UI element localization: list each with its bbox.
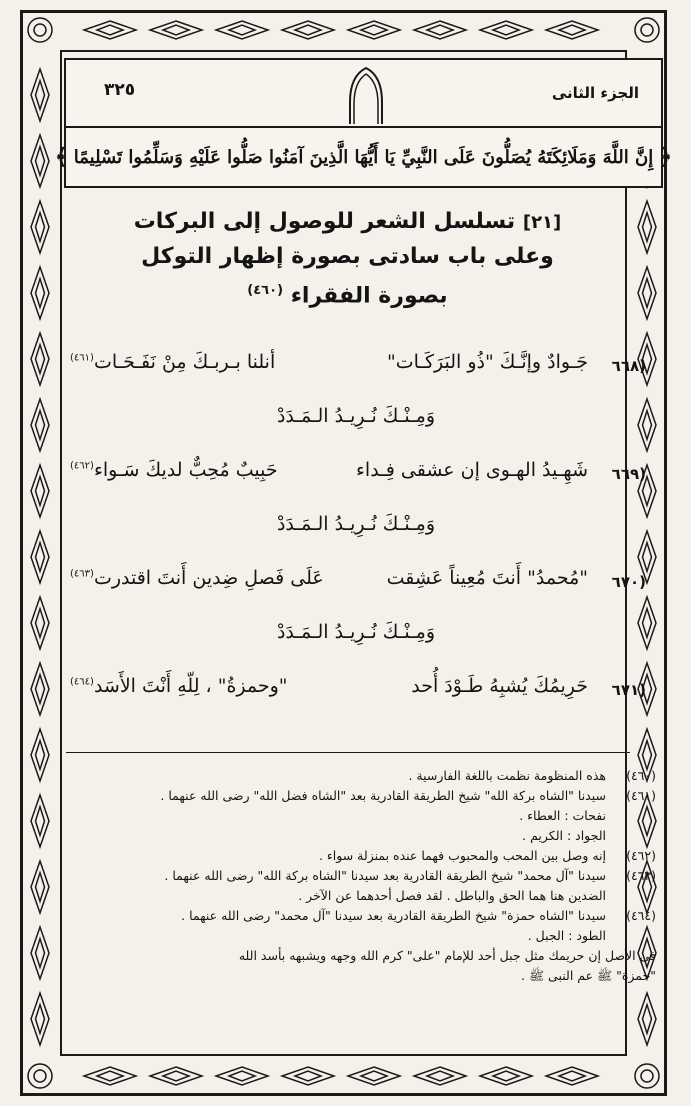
side-ornament-left [31, 597, 49, 649]
page-number: ٣٢٥ [104, 80, 136, 100]
top-ornament-inner [97, 25, 123, 35]
bottom-ornament [282, 1067, 334, 1085]
footnote-text: سيدنا "الشاه حمزة" شيخ الطريقة القادرية بعد سيدنا "آل محمد" رضى الله عنهما . [181, 908, 606, 923]
top-ornament [546, 21, 598, 39]
side-ornament-left [31, 993, 49, 1045]
corner-ornament [28, 18, 52, 42]
side-ornament-left [31, 399, 49, 451]
side-ornament-right-inner [643, 279, 652, 308]
verse-670 [66, 561, 646, 613]
footnote-464-line3 [68, 946, 656, 966]
title-line-3 [70, 274, 625, 313]
footnote-461 [68, 786, 656, 806]
verse-hemistich-first: شَهِـيدُ الهـوى إن عشقى فِـداء [356, 459, 588, 481]
side-ornament-right-inner [643, 213, 652, 242]
hemistich-text: حَبِيبٌ مُحِبٌّ لديكَ سَـواء [93, 459, 278, 481]
side-ornament-left [31, 135, 49, 187]
side-ornament-left [31, 465, 49, 517]
side-ornament-left [31, 201, 49, 253]
side-ornament-left-inner [36, 873, 45, 902]
refrain [66, 397, 646, 453]
corner-ornament [635, 18, 659, 42]
top-ornament-inner [493, 25, 519, 35]
side-ornament-left-inner [36, 279, 45, 308]
bottom-ornament-inner [229, 1071, 255, 1081]
footnotes [68, 766, 656, 986]
bottom-ornament-inner [427, 1071, 453, 1081]
footnote-separator [66, 752, 630, 753]
top-ornament-inner [361, 25, 387, 35]
title-line-2: وعلى باب سادتى بصورة إظهار التوكل [141, 244, 554, 269]
refrain [66, 613, 646, 669]
footnote-463 [68, 866, 656, 886]
footnote-460 [68, 766, 656, 786]
verse-hemistich-second [70, 675, 288, 697]
footnote-ref: (٤٦٢) [70, 460, 94, 472]
verse-671 [66, 669, 646, 721]
side-ornament-left-inner [36, 81, 45, 110]
verse-hemistich-second [70, 459, 278, 481]
quran-verse-band [54, 128, 673, 186]
verse-bracket-open: ﴿ [659, 144, 673, 170]
corner-ornament [28, 1064, 52, 1088]
bottom-ornament [546, 1067, 598, 1085]
footnote-number: (٤٦٠) [626, 768, 656, 783]
footnote-ref: (٤٦١) [70, 352, 94, 364]
side-ornament-left [31, 267, 49, 319]
footnote-number: (٤٦٢) [626, 848, 656, 863]
side-ornament-left-inner [36, 1005, 45, 1034]
top-ornament [84, 21, 136, 39]
top-ornament [348, 21, 400, 39]
side-ornament-left [31, 861, 49, 913]
footnote-text: سيدنا "الشاه بركة الله" شيخ الطريقة القادرية بعد "الشاه فضل الله" رضى الله عنهما . [160, 788, 606, 803]
title-line-3-text: بصورة الفقراء [290, 283, 448, 309]
top-ornament-inner [559, 25, 585, 35]
hemistich-text: أنلنا بـربـكَ مِنْ نَفَـحَـات [93, 351, 276, 373]
corner-ornament-inner [34, 1070, 46, 1082]
side-ornament-right-inner [643, 741, 652, 770]
side-ornament-right-inner [643, 1005, 652, 1034]
bottom-ornament [414, 1067, 466, 1085]
top-ornament-inner [427, 25, 453, 35]
bottom-ornament-inner [163, 1071, 189, 1081]
side-ornament-left [31, 531, 49, 583]
footnote-text: سيدنا "آل محمد" شيخ الطريقة القادرية بعد سيدنا "الشاه بركة الله" رضى الله عنهما . [164, 868, 606, 883]
side-ornament-left [31, 729, 49, 781]
footnote-461-line2 [68, 806, 656, 826]
side-ornament-right [638, 267, 656, 319]
hemistich-text: عَلَى فَصلِ ضِدين أَنتَ اقتدرت [93, 567, 324, 589]
footnote-number: (٤٦١) [626, 788, 656, 803]
refrain-text: وَمِـنْـكَ نُـرِيـدُ الـمَـدَدْ [276, 405, 436, 427]
footnote-text: الضدين هنا هما الحق والباطل . لقد فصل أحدهما عن الآخر . [298, 888, 606, 903]
bottom-ornament [84, 1067, 136, 1085]
refrain [66, 505, 646, 561]
footnote-text: الجواد : الكريم . [522, 828, 606, 843]
footnote-number: (٤٦٣) [626, 868, 656, 883]
refrain-text: وَمِـنْـكَ نُـرِيـدُ الـمَـدَدْ [276, 621, 436, 643]
footnote-text: إنه وصل بين المحب والمحبوب فهما عنده بمنزلة سواء . [318, 848, 606, 863]
refrain-text: وَمِـنْـكَ نُـرِيـدُ الـمَـدَدْ [276, 513, 436, 535]
corner-ornament [635, 1064, 659, 1088]
verse-bracket-close: ﴾ [54, 144, 68, 170]
footnote-number: (٤٦٤) [626, 908, 656, 923]
top-ornament [480, 21, 532, 39]
header-box [54, 58, 673, 188]
verse-number: (٦٦٨ [611, 357, 646, 375]
footnote-464 [68, 906, 656, 926]
corner-ornament-inner [641, 1070, 653, 1082]
corner-ornament-inner [641, 24, 653, 36]
footnote-text: هذه المنظومة نظمت باللغة الفارسية . [408, 768, 606, 783]
footnote-text: نفحات : العطاء . [519, 808, 606, 823]
side-ornament-left-inner [36, 147, 45, 176]
top-ornament-inner [295, 25, 321, 35]
footnote-461-line3 [68, 826, 656, 846]
bottom-ornament-inner [361, 1071, 387, 1081]
bottom-ornament [480, 1067, 532, 1085]
part-label: الجزء الثانى [551, 84, 639, 102]
side-ornament-left-inner [36, 807, 45, 836]
side-ornament-left [31, 69, 49, 121]
footnote-463-line2 [68, 886, 656, 906]
side-ornament-left [31, 333, 49, 385]
top-ornament [150, 21, 202, 39]
side-ornament-left-inner [36, 609, 45, 638]
top-ornament [414, 21, 466, 39]
side-ornament-left-inner [36, 741, 45, 770]
bottom-ornament-inner [493, 1071, 519, 1081]
verse-number: (٦٧١ [611, 681, 646, 699]
corner-ornament-inner [34, 24, 46, 36]
footnote-text: الطود : الجبل . [527, 928, 606, 943]
footnote-ref: (٤٦٤) [70, 676, 94, 688]
section-number: [٢١] [522, 212, 562, 233]
poem [66, 345, 646, 721]
top-ornament-inner [163, 25, 189, 35]
verse-hemistich-second [70, 567, 324, 589]
top-ornament [216, 21, 268, 39]
bottom-ornament [348, 1067, 400, 1085]
verse-hemistich-first: "مُحمدُ" أَنتَ مُعِيناً عَشِقت [386, 567, 588, 589]
verse-hemistich-first: حَرِيمُكَ يُشبِهُ طَـوْدَ أُحد [411, 675, 588, 697]
bottom-ornament-inner [97, 1071, 123, 1081]
title-line-1-text: تسلسل الشعر للوصول إلى البركات [133, 209, 516, 234]
side-ornament-left [31, 663, 49, 715]
footnote-464-line2 [68, 926, 656, 946]
header-top-row [66, 60, 661, 126]
title-line-1 [70, 205, 625, 240]
side-ornament-left-inner [36, 477, 45, 506]
footnote-text: فى الأصل إن حريمك مثل جبل أحد للإمام "على" كرم الله وجهه ويشبهه بأسد الله [238, 948, 656, 963]
top-ornament [282, 21, 334, 39]
side-ornament-left-inner [36, 543, 45, 572]
footnote-text: "حمزة" ﷺ عم النبى ﷺ . [521, 968, 656, 983]
verse-668 [66, 345, 646, 397]
bottom-ornament [216, 1067, 268, 1085]
side-ornament-left [31, 795, 49, 847]
footnote-ref: (٤٦٣) [70, 568, 94, 580]
verse-hemistich-second [70, 351, 275, 373]
title-footnote-ref: (٤٦٠) [247, 283, 284, 298]
verse-669 [66, 453, 646, 505]
bottom-ornament-inner [295, 1071, 321, 1081]
hemistich-text: "وحمزةُ" ، لِلّهِ أَنْتَ الأَسَد [93, 675, 288, 697]
side-ornament-right [638, 201, 656, 253]
side-ornament-left-inner [36, 939, 45, 968]
side-ornament-left-inner [36, 675, 45, 704]
side-ornament-left-inner [36, 345, 45, 374]
bottom-ornament [150, 1067, 202, 1085]
verse-hemistich-first: جَـوادٌ وإنَّـكَ "ذُو البَرَكَـات" [387, 351, 588, 373]
footnote-464-line4 [68, 966, 656, 986]
crescent-dome-icon [346, 62, 386, 124]
quran-verse: إِنَّ اللَّهَ وَمَلَائِكَتَهُ يُصَلُّونَ عَلَى النَّبِيِّ يَا أَيُّهَا الَّذِينَ آمَنُوا صَلُّوا عَلَيْهِ وَسَلِّمُوا تَسْلِيمًا [73, 146, 654, 168]
bottom-ornament-inner [559, 1071, 585, 1081]
top-ornament-inner [229, 25, 255, 35]
footnote-462 [68, 846, 656, 866]
side-ornament-left-inner [36, 213, 45, 242]
section-title [70, 205, 625, 313]
verse-number: (٦٦٩ [611, 465, 646, 483]
side-ornament-right [638, 993, 656, 1045]
verse-number: (٦٧٠ [611, 573, 646, 591]
side-ornament-left [31, 927, 49, 979]
side-ornament-left-inner [36, 411, 45, 440]
